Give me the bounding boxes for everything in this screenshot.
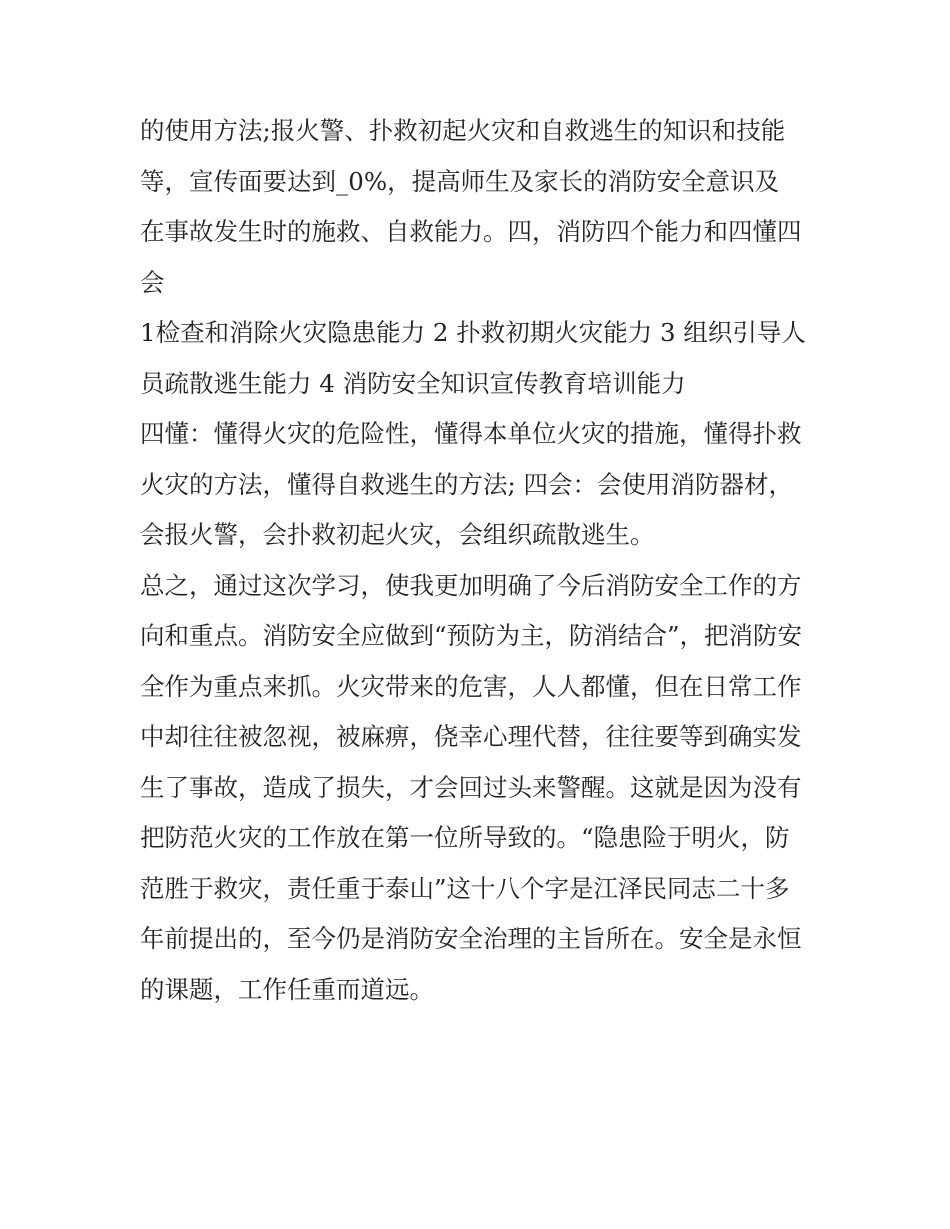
text-line: 员疏散逃生能力 4 消防安全知识宣传教育培训能力 (140, 368, 686, 398)
text-line: 在事故发生时的施救、自救能力。四，消防四个能力和四懂四 (140, 217, 802, 246)
text-line: 全作为重点来抓。火灾带来的危害，人人都懂，但在日常工作 (140, 671, 802, 701)
text-line: 总之，通过这次学习，使我更加明确了今后消防安全工作的方 (140, 570, 802, 600)
document-body (140, 106, 830, 1015)
text-line: 1检查和消除火灾隐患能力 2 扑救初期火灾能力 3 组织引导人 (140, 318, 806, 347)
text-line: 范胜于救灾，责任重于泰山”这十八个字是江泽民同志二十多 (140, 873, 790, 903)
text-line: 火灾的方法，懂得自救逃生的方法; 四会：会使用消防器材， (140, 469, 794, 499)
text-line: 会报火警，会扑救初起火灾，会组织疏散逃生。 (140, 520, 655, 549)
text-line: 等，宣传面要达到_0%，提高师生及家长的消防安全意识及 (140, 166, 780, 196)
text-line: 年前提出的，至今仍是消防安全治理的主旨所在。安全是永恒 (140, 924, 802, 953)
text-line: 生了事故，造成了损失，才会回过头来警醒。这就是因为没有 (140, 772, 802, 802)
text-line: 四懂：懂得火灾的危险性，懂得本单位火灾的措施，懂得扑救 (140, 419, 802, 448)
text-line: 把防范火灾的工作放在第一位所导致的。“隐患险于明火，防 (140, 823, 790, 852)
text-line: 会 (140, 267, 165, 297)
text-line: 的使用方法;报火警、扑救初起火灾和自救逃生的知识和技能 (140, 116, 786, 145)
text-line: 中却往往被忽视，被麻痹，侥幸心理代替，往往要等到确实发 (140, 722, 802, 751)
text-line: 向和重点。消防安全应做到“预防为主，防消结合”，把消防安 (140, 621, 803, 650)
text-line: 的课题，工作任重而道远。 (140, 974, 434, 1004)
